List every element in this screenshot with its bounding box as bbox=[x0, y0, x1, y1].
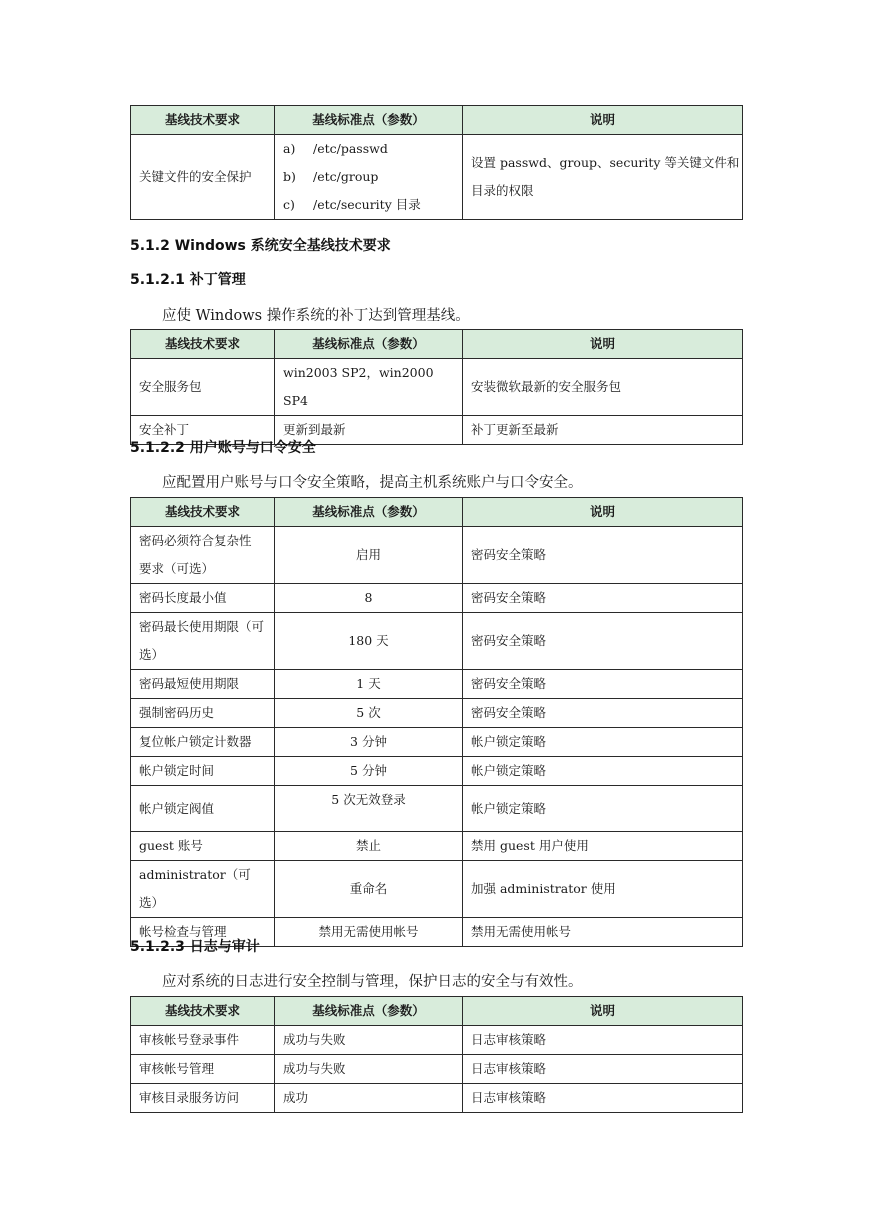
note-cell: 禁用 guest 用户使用 bbox=[463, 832, 743, 861]
standard-cell: 更新到最新 bbox=[275, 416, 463, 445]
table-row bbox=[131, 1026, 743, 1055]
standard-cell: 成功与失败 bbox=[275, 1026, 463, 1055]
requirement-cell: 密码最短使用期限 bbox=[131, 670, 275, 699]
table-header-row bbox=[131, 498, 743, 527]
requirement-cell: 帐号检查与管理 bbox=[131, 918, 275, 947]
table-row bbox=[131, 527, 743, 584]
standard-cell: 3 分钟 bbox=[275, 728, 463, 757]
requirement-cell: 审核帐号登录事件 bbox=[131, 1026, 275, 1055]
note-cell: 密码安全策略 bbox=[463, 699, 743, 728]
requirement-cell: 密码长度最小值 bbox=[131, 584, 275, 613]
table-header-row bbox=[131, 106, 743, 135]
note-cell: 帐户锁定策略 bbox=[463, 757, 743, 786]
section-intro-logging: 应对系统的日志进行安全控制与管理，保护日志的安全与有效性。 bbox=[162, 974, 583, 990]
standard-cell: 禁用无需使用帐号 bbox=[275, 918, 463, 947]
table-row bbox=[131, 728, 743, 757]
standard-cell: 180 天 bbox=[275, 613, 463, 670]
section-heading-5-1-2-2: 5.1.2.2 用户账号与口令安全 bbox=[130, 440, 316, 456]
standard-cell: 1 天 bbox=[275, 670, 463, 699]
section-intro-patch: 应使 Windows 操作系统的补丁达到管理基线。 bbox=[162, 308, 470, 324]
header-standard: 基线标准点（参数） bbox=[275, 997, 463, 1026]
standard-cell: 重命名 bbox=[275, 861, 463, 918]
header-note: 说明 bbox=[463, 330, 743, 359]
standard-cell: 禁止 bbox=[275, 832, 463, 861]
table-row bbox=[131, 584, 743, 613]
logging-audit-table bbox=[130, 996, 743, 1113]
section-heading-5-1-2: 5.1.2 Windows 系统安全基线技术要求 bbox=[130, 238, 391, 254]
requirement-cell: administrator（可选） bbox=[131, 861, 275, 918]
header-standard: 基线标准点（参数） bbox=[275, 106, 463, 135]
note-cell: 密码安全策略 bbox=[463, 584, 743, 613]
list-item: c) /etc/security 目录 bbox=[283, 197, 421, 212]
standard-cell: 8 bbox=[275, 584, 463, 613]
requirement-cell: 审核目录服务访问 bbox=[131, 1084, 275, 1113]
requirement-cell: 帐户锁定时间 bbox=[131, 757, 275, 786]
note-cell: 帐户锁定策略 bbox=[463, 786, 743, 832]
table-row bbox=[131, 359, 743, 416]
table-row bbox=[131, 699, 743, 728]
note-cell: 密码安全策略 bbox=[463, 613, 743, 670]
standard-cell: 5 次 bbox=[275, 699, 463, 728]
requirement-cell: 关键文件的安全保护 bbox=[131, 135, 275, 220]
account-password-table bbox=[130, 497, 743, 947]
table-row bbox=[131, 1055, 743, 1084]
key-file-protection-table bbox=[130, 105, 743, 220]
header-requirement: 基线技术要求 bbox=[131, 498, 275, 527]
table-header-row bbox=[131, 997, 743, 1026]
patch-management-table bbox=[130, 329, 743, 445]
requirement-cell: 密码最长使用期限（可 选） bbox=[131, 613, 275, 670]
requirement-cell: 密码必须符合复杂性 要求（可选） bbox=[131, 527, 275, 584]
header-requirement: 基线技术要求 bbox=[131, 330, 275, 359]
table-row bbox=[131, 832, 743, 861]
standard-cell: 成功与失败 bbox=[275, 1055, 463, 1084]
list-item: b) /etc/group bbox=[283, 169, 379, 184]
requirement-cell: 安全服务包 bbox=[131, 359, 275, 416]
section-heading-5-1-2-1: 5.1.2.1 补丁管理 bbox=[130, 272, 246, 288]
standard-cell: 启用 bbox=[275, 527, 463, 584]
section-intro-account: 应配置用户账号与口令安全策略，提高主机系统账户与口令安全。 bbox=[162, 475, 583, 491]
note-cell: 禁用无需使用帐号 bbox=[463, 918, 743, 947]
standard-cell: win2003 SP2，win2000 SP4 bbox=[275, 359, 463, 416]
requirement-cell: 强制密码历史 bbox=[131, 699, 275, 728]
table-row bbox=[131, 757, 743, 786]
table-row bbox=[131, 1084, 743, 1113]
header-standard: 基线标准点（参数） bbox=[275, 498, 463, 527]
header-note: 说明 bbox=[463, 106, 743, 135]
table-row bbox=[131, 861, 743, 918]
table-row bbox=[131, 786, 743, 832]
standard-cell: 成功 bbox=[275, 1084, 463, 1113]
table-header-row bbox=[131, 330, 743, 359]
requirement-cell: 安全补丁 bbox=[131, 416, 275, 445]
standard-cell: 5 次无效登录 bbox=[275, 786, 463, 832]
note-cell: 日志审核策略 bbox=[463, 1026, 743, 1055]
note-cell: 日志审核策略 bbox=[463, 1084, 743, 1113]
list-item: a) /etc/passwd bbox=[283, 141, 388, 156]
standard-cell: 5 分钟 bbox=[275, 757, 463, 786]
requirement-cell: guest 账号 bbox=[131, 832, 275, 861]
note-cell: 补丁更新至最新 bbox=[463, 416, 743, 445]
note-cell: 密码安全策略 bbox=[463, 670, 743, 699]
header-requirement: 基线技术要求 bbox=[131, 997, 275, 1026]
requirement-cell: 帐户锁定阀值 bbox=[131, 786, 275, 832]
section-heading-5-1-2-3: 5.1.2.3 日志与审计 bbox=[130, 939, 260, 955]
note-cell: 日志审核策略 bbox=[463, 1055, 743, 1084]
header-note: 说明 bbox=[463, 498, 743, 527]
table-row bbox=[131, 670, 743, 699]
table-row bbox=[131, 613, 743, 670]
requirement-cell: 审核帐号管理 bbox=[131, 1055, 275, 1084]
requirement-cell: 复位帐户锁定计数器 bbox=[131, 728, 275, 757]
note-cell: 密码安全策略 bbox=[463, 527, 743, 584]
table-row bbox=[131, 135, 743, 220]
standard-list-cell bbox=[275, 135, 463, 220]
header-note: 说明 bbox=[463, 997, 743, 1026]
note-cell: 加强 administrator 使用 bbox=[463, 861, 743, 918]
note-cell: 帐户锁定策略 bbox=[463, 728, 743, 757]
header-requirement: 基线技术要求 bbox=[131, 106, 275, 135]
note-cell: 安装微软最新的安全服务包 bbox=[463, 359, 743, 416]
note-cell: 设置 passwd、group、security 等关键文件和 目录的权限 bbox=[463, 135, 743, 220]
header-standard: 基线标准点（参数） bbox=[275, 330, 463, 359]
